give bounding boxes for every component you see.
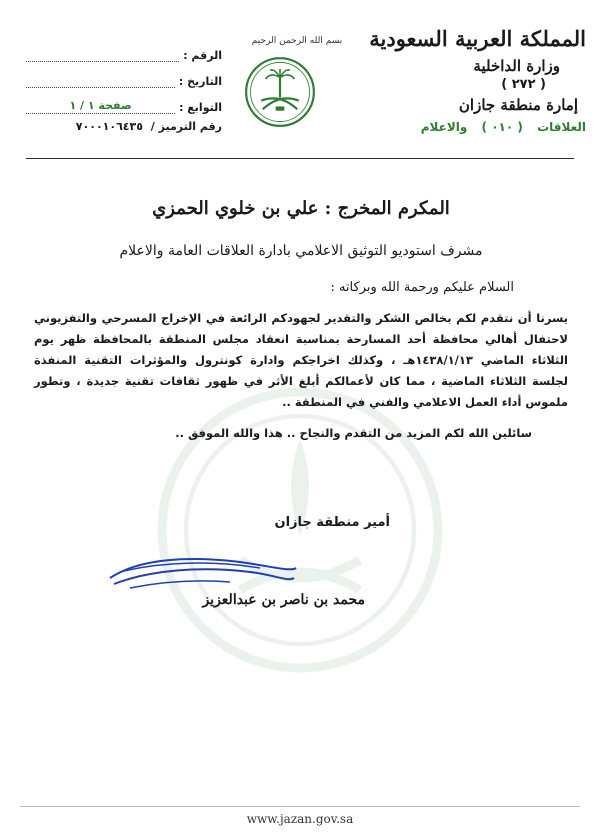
date-value [26, 73, 175, 88]
ministry-code: ( ٢٧٢ ) [501, 77, 546, 92]
signatory-name: محمد بن ناصر بن عبدالعزيز [202, 592, 365, 608]
closing-line: سائلين الله لكم المزيد من التقدم والنجاح .. هذا والله الموفق .. [175, 426, 532, 440]
header-reference-block [26, 36, 222, 133]
letter-body [34, 196, 568, 443]
body-paragraph: يسرنا أن نتقدم لكم بخالص الشكر والتقدير لجهودكم الرائعة في الإخراج المسرحي والتفزيوني لاحتفال أهالي محافظة أحد المسارحة بمناسبة انعقاد مجلس المنطقة بالمحافظة ظهر يوم الثلاثاء الماضي ١٤٣٨/١/١٣هـ ، وكذلك اخراجكم وادارة كونترول والمؤثرات التقنية المنفذة لجلسة الثلاثاء الماضية ، مما كان لأعمالكم أبلغ الأثر في ظهور ثقافات تقنية جديدة ، وتطور ملموس أداء العمل الاعلامي والفني في المنطقة .. [34, 311, 568, 409]
postal-code-line [26, 120, 222, 133]
header-organization-block [369, 26, 586, 136]
ministry-name: وزارة الداخلية [473, 57, 560, 75]
attachments-value: صفحة ١ / ١ [26, 99, 175, 114]
addressee-position: مشرف استوديو التوثيق الاعلامي بادارة العلاقات العامة والاعلام [119, 243, 483, 259]
attachments-field [26, 88, 222, 114]
website-link: www.jazan.gov.sa [246, 812, 354, 826]
reference-number-field [26, 36, 222, 62]
header-divider [26, 158, 574, 159]
reference-number-label: الرقم : [183, 49, 222, 62]
department-code: ( ٠١٠ ) [481, 120, 523, 134]
emirate-name: إمارة منطقة جازان [458, 96, 578, 114]
signatory-title: أمير منطقة جازان [274, 515, 390, 530]
footer-divider [20, 806, 580, 807]
signature-icon [100, 548, 300, 598]
postal-code-value: ٧٠٠٠١٠٦٤٣٥ [75, 120, 143, 133]
attachments-label: التوابع : [179, 101, 222, 114]
reference-number-value [26, 47, 179, 62]
saudi-emblem-icon [244, 56, 316, 128]
basmala-text: بسم الله الرحمن الرحيم [251, 36, 343, 46]
postal-code-label: رقم الترميز / [150, 120, 222, 133]
department-suffix: والاعلام [420, 120, 468, 134]
date-field [26, 62, 222, 88]
department-line [391, 118, 586, 136]
date-label: التاريخ : [178, 75, 222, 88]
kingdom-name: المملكة العربية السعودية [369, 26, 586, 51]
department-label: العلاقات [537, 120, 586, 134]
addressee: المكرم المخرج : علي بن خلوي الحمزي [152, 198, 450, 219]
greeting: السلام عليكم ورحمة الله وبركاته : [330, 280, 514, 295]
